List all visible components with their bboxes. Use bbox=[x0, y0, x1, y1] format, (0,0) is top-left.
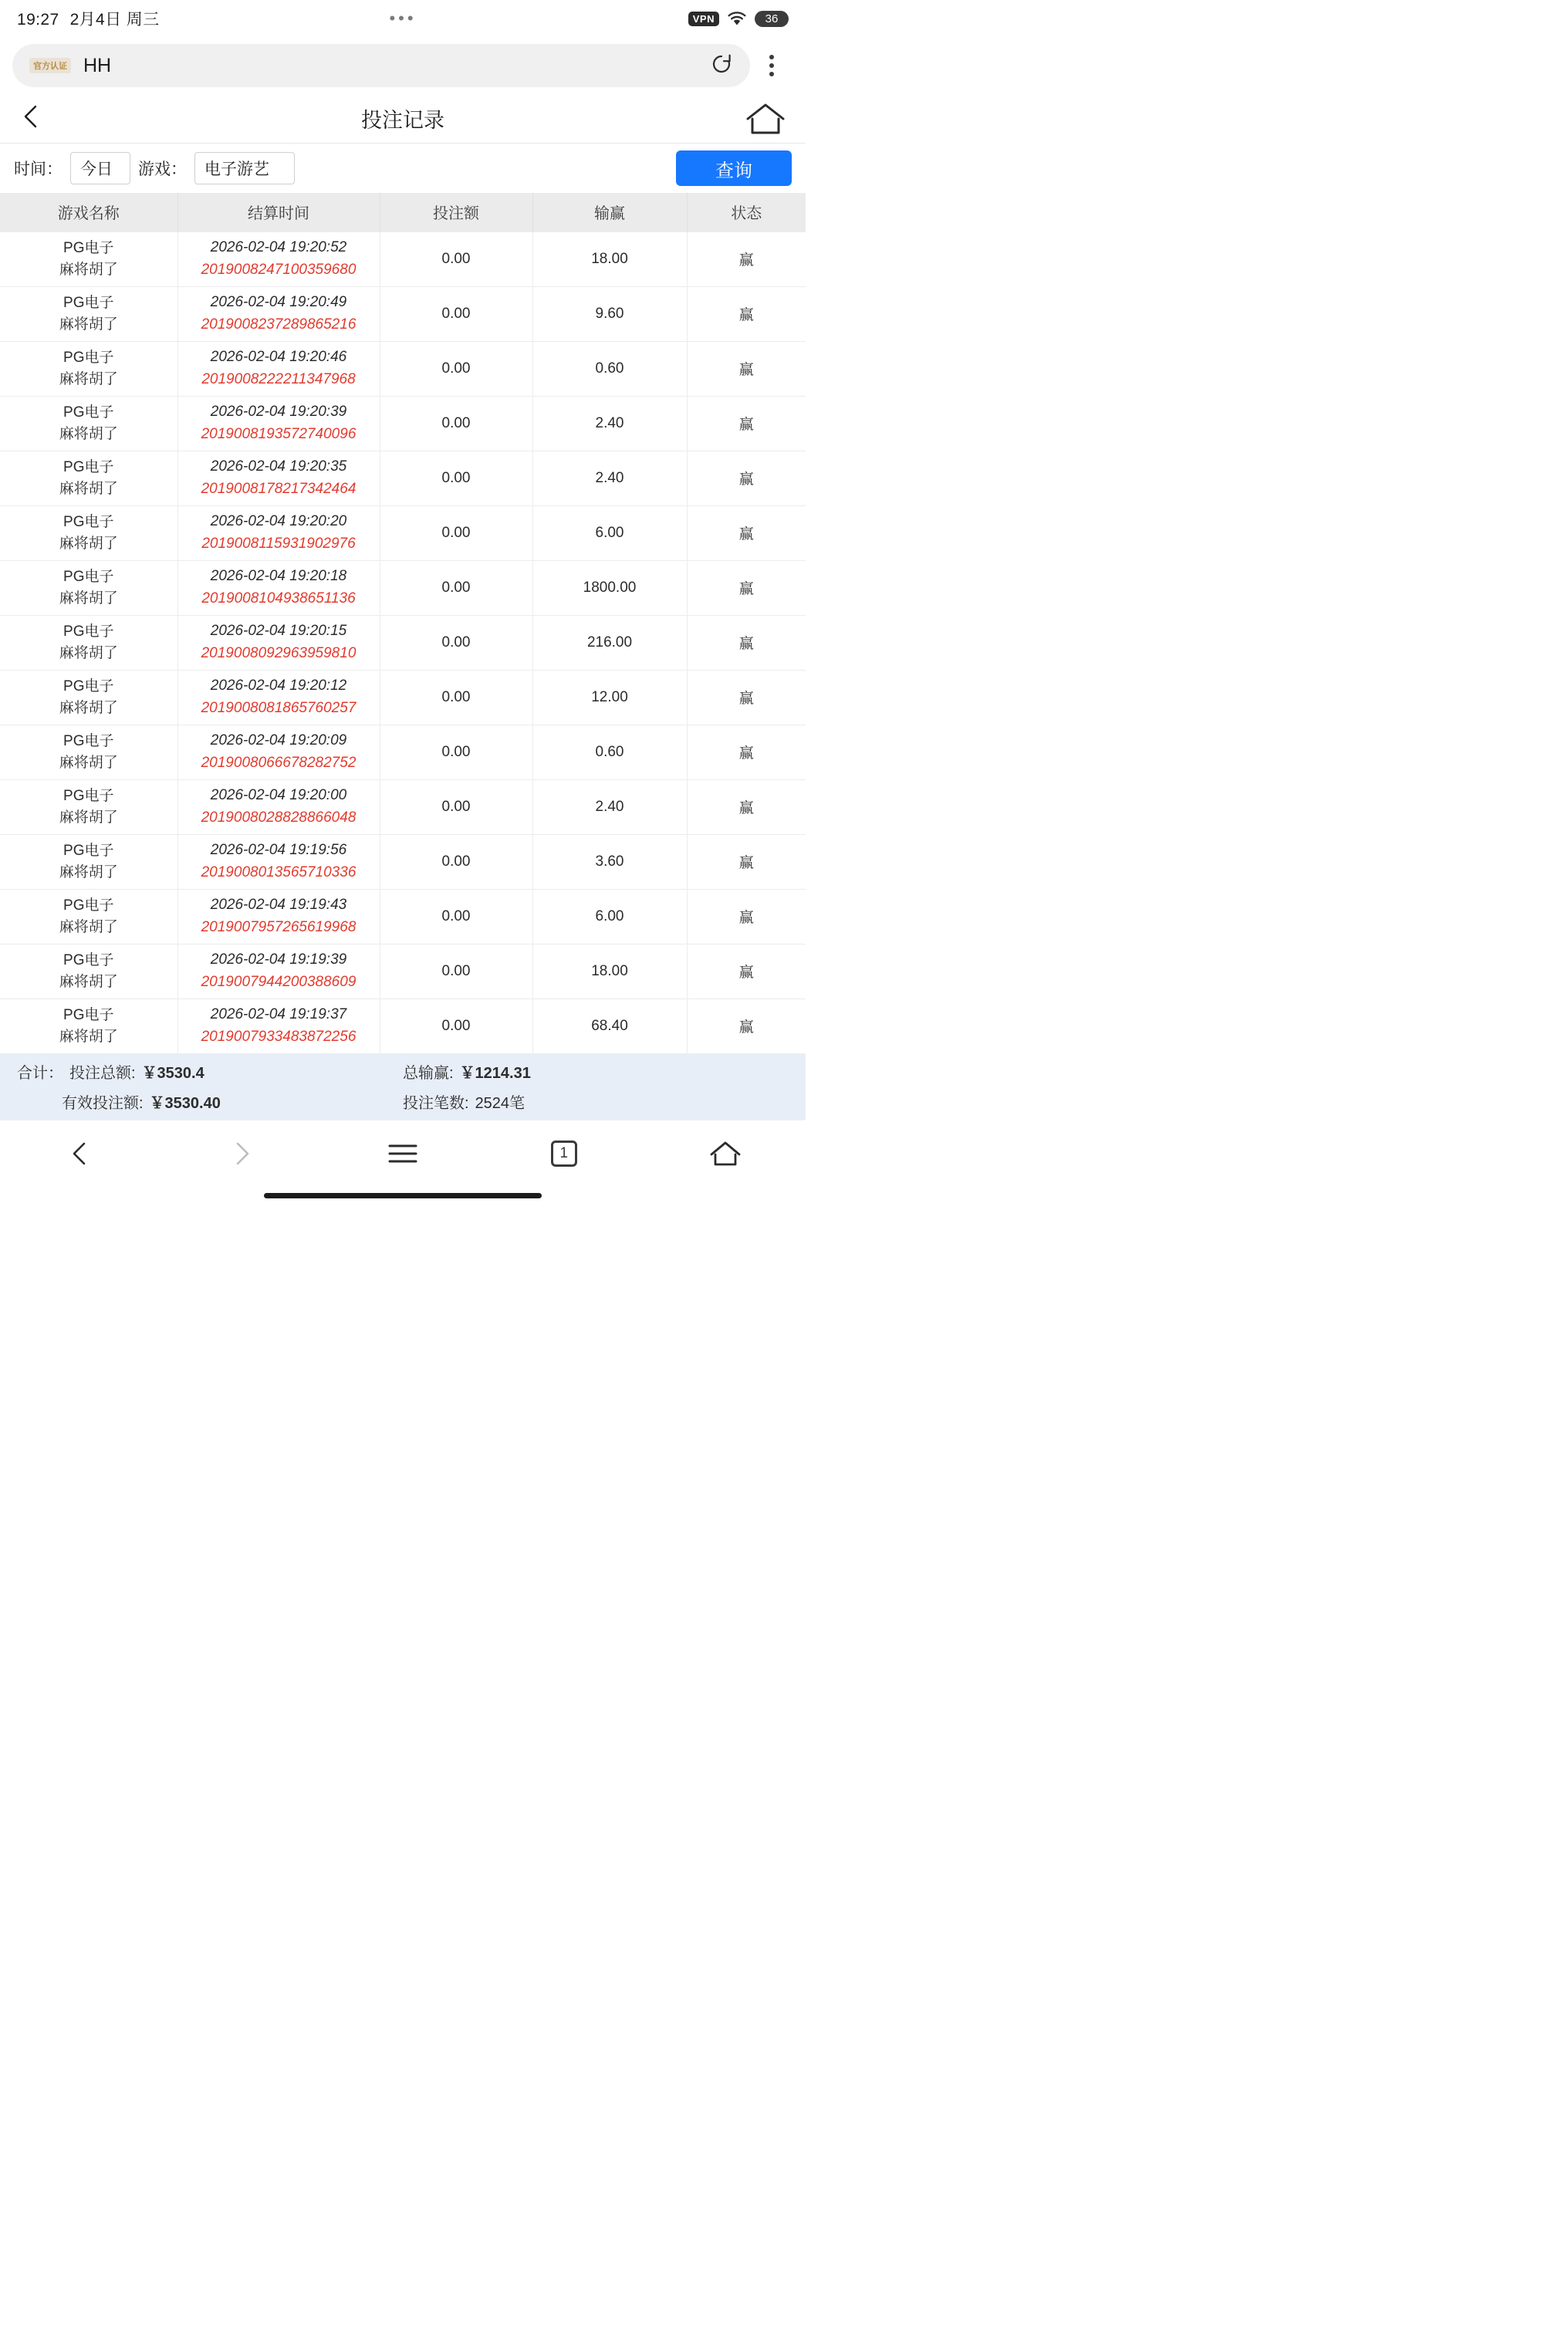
column-header-win: 输赢 bbox=[532, 193, 687, 231]
game-name-line2: 麻将胡了 bbox=[59, 918, 118, 935]
page-title: 投注记录 bbox=[361, 109, 444, 132]
cell-game bbox=[0, 505, 177, 560]
browser-bottom-nav bbox=[0, 1120, 806, 1186]
table-header-row bbox=[0, 193, 806, 231]
cell-win-amount: 216.00 bbox=[532, 615, 687, 670]
game-name-line2: 麻将胡了 bbox=[59, 316, 118, 333]
game-name-line2: 麻将胡了 bbox=[59, 1028, 118, 1045]
cell-bet-amount: 0.00 bbox=[380, 999, 532, 1053]
table-row[interactable] bbox=[0, 779, 806, 834]
summary-bet-count-label: 投注笔数: bbox=[403, 1095, 469, 1112]
game-name-line2: 麻将胡了 bbox=[59, 863, 118, 880]
summary-total-win-value: ￥1214.31 bbox=[459, 1065, 531, 1082]
game-name-line1: PG电子 bbox=[63, 239, 114, 256]
order-id: 2019008066678282752 bbox=[201, 754, 357, 771]
cell-status: 赢 bbox=[687, 231, 806, 286]
vpn-icon: VPN bbox=[688, 12, 719, 26]
cell-game bbox=[0, 615, 177, 670]
table-row[interactable] bbox=[0, 286, 806, 341]
summary-total-bet bbox=[17, 1060, 403, 1083]
cell-bet-amount: 0.00 bbox=[380, 670, 532, 725]
settle-time: 2026-02-04 19:19:56 bbox=[210, 842, 347, 858]
cell-time bbox=[177, 286, 380, 341]
game-name-line2: 麻将胡了 bbox=[59, 480, 118, 497]
site-badge-icon: 官方认证 bbox=[29, 58, 71, 73]
order-id: 2019008193572740096 bbox=[201, 425, 357, 442]
table-row[interactable] bbox=[0, 505, 806, 560]
kebab-menu-icon[interactable] bbox=[750, 55, 793, 76]
column-header-game: 游戏名称 bbox=[0, 193, 177, 231]
battery-icon: 36 bbox=[755, 11, 789, 27]
game-name-line1: PG电子 bbox=[63, 732, 114, 749]
game-name-line1: PG电子 bbox=[63, 951, 114, 968]
cell-time bbox=[177, 670, 380, 725]
cell-game bbox=[0, 451, 177, 505]
cell-bet-amount: 0.00 bbox=[380, 505, 532, 560]
settle-time: 2026-02-04 19:20:12 bbox=[210, 678, 347, 694]
summary-total-bet-label: 投注总额: bbox=[69, 1065, 136, 1082]
table-row[interactable] bbox=[0, 615, 806, 670]
home-icon[interactable] bbox=[744, 101, 787, 137]
cell-time bbox=[177, 615, 380, 670]
nav-tab-count-label: 1 bbox=[551, 1141, 577, 1167]
cell-bet-amount: 0.00 bbox=[380, 341, 532, 396]
cell-win-amount: 18.00 bbox=[532, 944, 687, 999]
cell-bet-amount: 0.00 bbox=[380, 889, 532, 944]
status-bar bbox=[0, 0, 806, 37]
settle-time: 2026-02-04 19:20:39 bbox=[210, 404, 347, 420]
cell-status: 赢 bbox=[687, 999, 806, 1053]
cell-game bbox=[0, 341, 177, 396]
order-id: 2019007944200388609 bbox=[201, 973, 357, 990]
game-name-line1: PG电子 bbox=[63, 458, 114, 475]
cell-status: 赢 bbox=[687, 451, 806, 505]
cell-game bbox=[0, 779, 177, 834]
game-name-line2: 麻将胡了 bbox=[59, 754, 118, 771]
order-id: 2019008028828866048 bbox=[201, 809, 357, 826]
cell-status: 赢 bbox=[687, 396, 806, 451]
status-date: 2月4日 周三 bbox=[69, 11, 160, 29]
table-row[interactable] bbox=[0, 670, 806, 725]
summary-bet-count bbox=[403, 1090, 531, 1113]
game-name-line2: 麻将胡了 bbox=[59, 370, 118, 387]
order-id: 2019008115931902976 bbox=[201, 535, 356, 552]
game-filter-label: 游戏： bbox=[138, 161, 187, 178]
cell-win-amount: 68.40 bbox=[532, 999, 687, 1053]
summary-left bbox=[17, 1060, 403, 1113]
summary-total-win-label: 总输赢: bbox=[403, 1065, 454, 1082]
game-filter-input[interactable]: 电子游艺 bbox=[194, 152, 295, 184]
table-row[interactable] bbox=[0, 451, 806, 505]
time-filter-label: 时间： bbox=[14, 161, 63, 178]
cell-game bbox=[0, 231, 177, 286]
cell-win-amount: 2.40 bbox=[532, 451, 687, 505]
cell-status: 赢 bbox=[687, 725, 806, 779]
table-row[interactable] bbox=[0, 999, 806, 1053]
game-name-line1: PG电子 bbox=[63, 678, 114, 694]
settle-time: 2026-02-04 19:20:49 bbox=[210, 294, 347, 310]
cell-bet-amount: 0.00 bbox=[380, 615, 532, 670]
cell-game bbox=[0, 670, 177, 725]
game-name-line1: PG电子 bbox=[63, 404, 114, 421]
settle-time: 2026-02-04 19:20:46 bbox=[210, 349, 347, 365]
nav-tab-count-button[interactable] bbox=[539, 1134, 589, 1174]
cell-status: 赢 bbox=[687, 505, 806, 560]
game-name-line2: 麻将胡了 bbox=[59, 590, 118, 607]
game-name-line1: PG电子 bbox=[63, 623, 114, 640]
cell-game bbox=[0, 944, 177, 999]
column-header-time: 结算时间 bbox=[177, 193, 380, 231]
settle-time: 2026-02-04 19:20:20 bbox=[210, 513, 347, 529]
cell-game bbox=[0, 396, 177, 451]
game-name-line2: 麻将胡了 bbox=[59, 644, 118, 661]
summary-valid-bet bbox=[17, 1090, 403, 1113]
cell-win-amount: 12.00 bbox=[532, 670, 687, 725]
summary-valid-bet-label: 有效投注额: bbox=[62, 1095, 144, 1112]
cell-win-amount: 3.60 bbox=[532, 834, 687, 889]
game-name-line1: PG电子 bbox=[63, 897, 114, 914]
cell-game bbox=[0, 725, 177, 779]
cell-time bbox=[177, 396, 380, 451]
game-name-line1: PG电子 bbox=[63, 513, 114, 530]
cell-bet-amount: 0.00 bbox=[380, 286, 532, 341]
table-row[interactable] bbox=[0, 231, 806, 286]
nav-menu-icon[interactable] bbox=[378, 1134, 427, 1174]
column-header-bet: 投注额 bbox=[380, 193, 532, 231]
summary-bet-count-value: 2524笔 bbox=[475, 1095, 525, 1112]
table-row[interactable] bbox=[0, 396, 806, 451]
summary-total-bet-value: ￥3530.4 bbox=[141, 1065, 204, 1082]
status-time: 19:27 bbox=[17, 11, 59, 29]
cell-game bbox=[0, 889, 177, 944]
filter-bar bbox=[0, 144, 806, 193]
settle-time: 2026-02-04 19:20:35 bbox=[210, 458, 347, 475]
column-header-state: 状态 bbox=[687, 193, 806, 231]
table-row[interactable] bbox=[0, 944, 806, 999]
order-id: 2019008092963959810 bbox=[201, 644, 357, 661]
reload-icon[interactable] bbox=[710, 52, 733, 79]
summary-bar bbox=[0, 1053, 806, 1120]
cell-bet-amount: 0.00 bbox=[380, 834, 532, 889]
order-id: 2019007957265619968 bbox=[201, 918, 357, 935]
cell-time bbox=[177, 999, 380, 1053]
cell-win-amount: 6.00 bbox=[532, 505, 687, 560]
bet-records-table bbox=[0, 193, 806, 1053]
page-header bbox=[0, 94, 806, 144]
cell-time bbox=[177, 560, 380, 615]
game-name-line1: PG电子 bbox=[63, 294, 114, 311]
nav-home-icon[interactable] bbox=[701, 1134, 750, 1174]
game-name-line1: PG电子 bbox=[63, 842, 114, 859]
cell-win-amount: 18.00 bbox=[532, 231, 687, 286]
game-name-line1: PG电子 bbox=[63, 787, 114, 804]
settle-time: 2026-02-04 19:19:39 bbox=[210, 951, 347, 968]
cell-game bbox=[0, 286, 177, 341]
cell-status: 赢 bbox=[687, 286, 806, 341]
cell-bet-amount: 0.00 bbox=[380, 231, 532, 286]
nav-forward-icon[interactable] bbox=[217, 1134, 266, 1174]
cell-time bbox=[177, 341, 380, 396]
order-id: 2019008104938651136 bbox=[201, 590, 356, 607]
cell-game bbox=[0, 560, 177, 615]
cell-bet-amount: 0.00 bbox=[380, 779, 532, 834]
order-id: 2019008247100359680 bbox=[201, 261, 357, 278]
cell-bet-amount: 0.00 bbox=[380, 944, 532, 999]
summary-valid-bet-value: ￥3530.40 bbox=[149, 1095, 221, 1112]
cell-win-amount: 0.60 bbox=[532, 725, 687, 779]
cell-status: 赢 bbox=[687, 834, 806, 889]
game-name-line2: 麻将胡了 bbox=[59, 425, 118, 442]
cell-game bbox=[0, 834, 177, 889]
cell-win-amount: 0.60 bbox=[532, 341, 687, 396]
cell-status: 赢 bbox=[687, 560, 806, 615]
order-id: 2019008237289865216 bbox=[201, 316, 357, 333]
settle-time: 2026-02-04 19:20:15 bbox=[210, 623, 347, 639]
cell-bet-amount: 0.00 bbox=[380, 725, 532, 779]
cell-time bbox=[177, 725, 380, 779]
back-chevron-icon[interactable] bbox=[19, 103, 45, 133]
settle-time: 2026-02-04 19:19:37 bbox=[210, 1006, 347, 1022]
settle-time: 2026-02-04 19:20:18 bbox=[210, 568, 347, 584]
table-row[interactable] bbox=[0, 560, 806, 615]
cell-time bbox=[177, 834, 380, 889]
game-name-line2: 麻将胡了 bbox=[59, 261, 118, 278]
game-name-line2: 麻将胡了 bbox=[59, 809, 118, 826]
cell-status: 赢 bbox=[687, 670, 806, 725]
url-bar[interactable] bbox=[12, 44, 750, 87]
game-name-line1: PG电子 bbox=[63, 1006, 114, 1023]
settle-time: 2026-02-04 19:20:09 bbox=[210, 732, 347, 749]
settle-time: 2026-02-04 19:19:43 bbox=[210, 897, 347, 913]
status-dots-indicator: ••• bbox=[389, 8, 417, 28]
order-id: 2019008178217342464 bbox=[201, 480, 357, 497]
cell-time bbox=[177, 889, 380, 944]
cell-win-amount: 1800.00 bbox=[532, 560, 687, 615]
cell-status: 赢 bbox=[687, 889, 806, 944]
table-row[interactable] bbox=[0, 834, 806, 889]
cell-status: 赢 bbox=[687, 341, 806, 396]
cell-time bbox=[177, 944, 380, 999]
browser-toolbar bbox=[0, 37, 806, 94]
game-name-line2: 麻将胡了 bbox=[59, 973, 118, 990]
cell-time bbox=[177, 779, 380, 834]
summary-prefix: 合计： bbox=[17, 1065, 63, 1082]
table-body bbox=[0, 231, 806, 1053]
settle-time: 2026-02-04 19:20:00 bbox=[210, 787, 347, 803]
cell-time bbox=[177, 451, 380, 505]
cell-bet-amount: 0.00 bbox=[380, 451, 532, 505]
game-name-line1: PG电子 bbox=[63, 568, 114, 585]
cell-status: 赢 bbox=[687, 615, 806, 670]
cell-win-amount: 2.40 bbox=[532, 779, 687, 834]
summary-right bbox=[403, 1060, 531, 1113]
cell-win-amount: 6.00 bbox=[532, 889, 687, 944]
order-id: 2019007933483872256 bbox=[201, 1028, 357, 1045]
order-id: 2019008013565710336 bbox=[201, 863, 357, 880]
time-filter-input[interactable]: 今日 bbox=[70, 152, 130, 184]
cell-win-amount: 2.40 bbox=[532, 396, 687, 451]
order-id: 2019008222211347968 bbox=[201, 370, 356, 387]
bet-records-table-container[interactable] bbox=[0, 193, 806, 1053]
cell-time bbox=[177, 231, 380, 286]
order-id: 2019008081865760257 bbox=[201, 699, 357, 716]
table-row[interactable] bbox=[0, 341, 806, 396]
nav-back-icon[interactable] bbox=[56, 1134, 105, 1174]
game-name-line1: PG电子 bbox=[63, 349, 114, 366]
gesture-bar bbox=[0, 1186, 806, 1205]
table-row[interactable] bbox=[0, 725, 806, 779]
cell-game bbox=[0, 999, 177, 1053]
summary-total-win bbox=[403, 1060, 531, 1083]
cell-win-amount: 9.60 bbox=[532, 286, 687, 341]
table-row[interactable] bbox=[0, 889, 806, 944]
cell-status: 赢 bbox=[687, 944, 806, 999]
cell-time bbox=[177, 505, 380, 560]
query-button[interactable]: 查询 bbox=[676, 150, 792, 186]
cell-bet-amount: 0.00 bbox=[380, 560, 532, 615]
url-text[interactable]: HH bbox=[83, 54, 112, 76]
game-name-line2: 麻将胡了 bbox=[59, 699, 118, 716]
settle-time: 2026-02-04 19:20:52 bbox=[210, 239, 347, 255]
game-name-line2: 麻将胡了 bbox=[59, 535, 118, 552]
cell-bet-amount: 0.00 bbox=[380, 396, 532, 451]
cell-status: 赢 bbox=[687, 779, 806, 834]
